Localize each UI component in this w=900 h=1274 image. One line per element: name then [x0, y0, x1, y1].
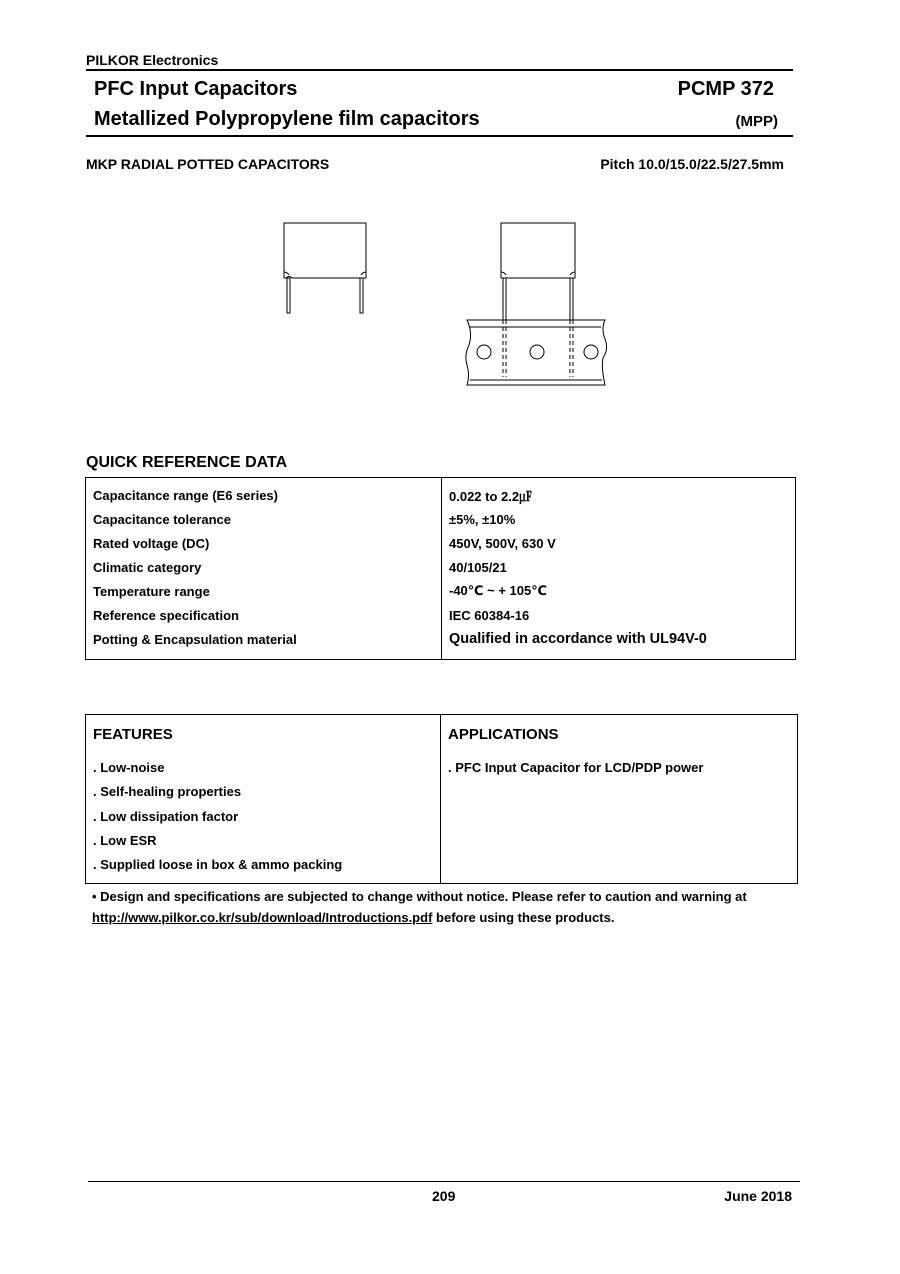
taped-lead-left — [503, 278, 506, 320]
applications-list — [448, 759, 703, 783]
disclaimer-line-2 — [92, 907, 792, 928]
row-label: Potting & Encapsulation material — [86, 627, 442, 660]
capacitor-type: MKP RADIAL POTTED CAPACITORS — [86, 156, 330, 172]
part-number: PCMP 372 — [677, 78, 774, 100]
row-value: 40/105/21 — [449, 559, 507, 575]
sprocket-hole-1 — [477, 345, 491, 359]
row-value: Qualified in accordance with UL94V-0 — [449, 631, 707, 647]
capacitor-lead-left — [287, 278, 290, 313]
row-label: Rated voltage (DC) — [86, 531, 442, 555]
disclaimer-tail: before using these products. — [432, 910, 615, 925]
row-label: Climatic category — [86, 555, 442, 579]
applications-column — [441, 715, 797, 883]
page-number: 209 — [432, 1188, 456, 1204]
taped-lead-right — [570, 278, 573, 320]
features-heading: FEATURES — [93, 726, 173, 743]
row-label: Capacitance range (E6 series) — [86, 478, 442, 508]
carrier-tape — [466, 320, 607, 385]
quick-reference-heading: QUICK REFERENCE DATA — [86, 454, 288, 471]
publication-date: June 2018 — [724, 1188, 792, 1204]
list-item: . Low-noise — [93, 760, 165, 775]
capacitor-lead-right — [360, 278, 363, 313]
sprocket-hole-3 — [584, 345, 598, 359]
product-subtitle: Metallized Polypropylene film capacitors — [94, 108, 480, 130]
row-value: 0.022 to 2.2㎌ — [449, 488, 533, 504]
taped-capacitor-body — [501, 223, 575, 278]
list-item: . Self-healing properties — [93, 784, 242, 800]
table-row — [86, 555, 796, 579]
row-label: Reference specification — [86, 603, 442, 627]
table-row — [86, 579, 796, 603]
row-value: 450V, 500V, 630 V — [449, 535, 556, 551]
row-value: -40℃ ~ + 105℃ — [449, 583, 547, 598]
row-label: Temperature range — [86, 579, 442, 603]
table-row — [86, 507, 796, 531]
features-applications-box — [85, 714, 798, 884]
table-row — [86, 627, 796, 660]
introductions-link[interactable]: http://www.pilkor.co.kr/sub/download/Introductions.pdf — [92, 910, 433, 925]
capacitor-body — [284, 223, 366, 278]
features-list — [93, 759, 342, 880]
applications-heading: APPLICATIONS — [448, 726, 559, 743]
capacitor-outline-drawing — [270, 215, 615, 390]
dielectric-code: (MPP) — [735, 113, 778, 130]
row-label: Capacitance tolerance — [86, 507, 442, 531]
table-row — [86, 603, 796, 627]
sprocket-hole-2 — [530, 345, 544, 359]
product-title: PFC Input Capacitors — [94, 78, 298, 100]
features-column — [86, 715, 441, 883]
pitch-spec: Pitch 10.0/15.0/22.5/27.5mm — [600, 156, 784, 172]
list-item: . Low dissipation factor — [93, 808, 239, 824]
footer-rule — [88, 1181, 800, 1182]
company-name: PILKOR Electronics — [86, 52, 219, 68]
list-item: . PFC Input Capacitor for LCD/PDP power — [448, 760, 704, 775]
header-top-rule — [86, 69, 793, 71]
row-value: IEC 60384-16 — [449, 607, 530, 623]
table-row — [86, 478, 796, 508]
list-item: . Low ESR — [93, 832, 157, 848]
list-item: . Supplied loose in box & ammo packing — [93, 857, 343, 873]
row-value: ±5%, ±10% — [449, 511, 516, 527]
table-row — [86, 531, 796, 555]
disclaimer-line: • Design and specifications are subjected to change without notice. Please refer to caution and warning at — [92, 889, 747, 904]
quick-reference-table — [85, 477, 796, 660]
disclaimer-note — [92, 886, 792, 928]
header-bottom-rule — [86, 135, 793, 137]
